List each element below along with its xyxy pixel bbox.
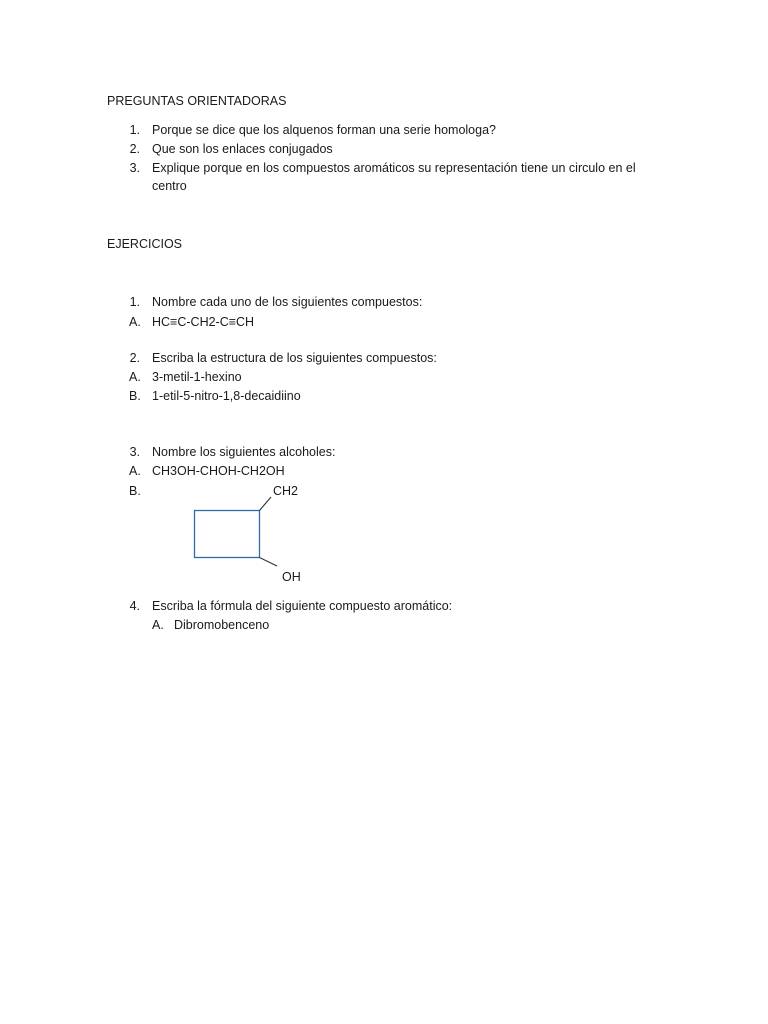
item-letter: B. — [129, 389, 141, 403]
ring-square — [195, 511, 260, 558]
exercise-number: 2. — [129, 351, 140, 365]
exercise-text: Escriba la estructura de los siguientes compuestos: — [152, 351, 437, 365]
question-number: 1. — [129, 123, 140, 137]
question-text: Explique porque en los compuestos aromáticos su representación tiene un circulo en el — [152, 161, 636, 175]
item-text: HC≡C-CH2-C≡CH — [152, 315, 255, 329]
exercise-text: Escriba la fórmula del siguiente compuesto aromático: — [152, 599, 453, 613]
item-letter: A. — [152, 618, 164, 632]
section-heading-ejercicios: EJERCICIOS — [107, 237, 183, 251]
exercise-text: Nombre cada uno de los siguientes compuestos: — [152, 295, 423, 309]
bond-line-bottom — [260, 558, 278, 567]
exercise-number: 1. — [129, 295, 140, 309]
structure-label-ch2: CH2 — [273, 484, 299, 498]
exercise-text: Nombre los siguientes alcoholes: — [152, 445, 336, 459]
item-letter: B. — [129, 484, 141, 498]
exercise-number: 3. — [129, 445, 140, 459]
item-text: Dibromobenceno — [174, 618, 270, 632]
question-text-continuation: centro — [152, 179, 187, 193]
exercise-number: 4. — [129, 599, 140, 613]
structure-label-oh: OH — [282, 570, 301, 584]
item-text: 3-metil-1-hexino — [152, 370, 242, 384]
question-text: Porque se dice que los alquenos forman una serie homologa? — [152, 123, 496, 137]
bond-line-top — [260, 497, 272, 511]
item-letter: A. — [129, 315, 141, 329]
question-number: 2. — [129, 142, 140, 156]
item-text: CH3OH-CHOH-CH2OH — [152, 464, 285, 478]
question-text: Que son los enlaces conjugados — [152, 142, 333, 156]
item-letter: A. — [129, 464, 141, 478]
question-number: 3. — [129, 161, 140, 175]
section-heading-preguntas: PREGUNTAS ORIENTADORAS — [107, 94, 287, 108]
item-letter: A. — [129, 370, 141, 384]
item-text: 1-etil-5-nitro-1,8-decaidiino — [152, 389, 301, 403]
